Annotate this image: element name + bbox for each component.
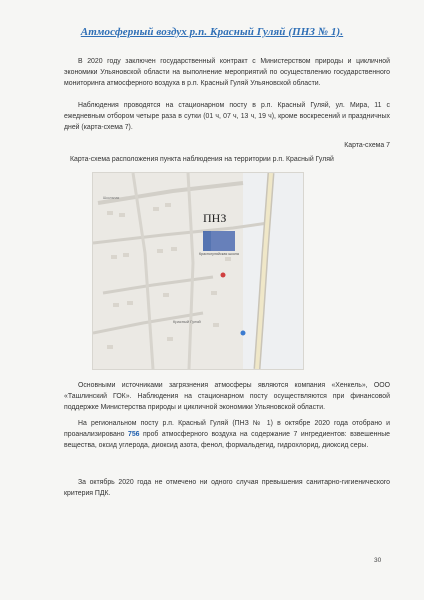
intro-paragraph-observations: Наблюдения проводятся на стационарном посту в р.п. Красный Гуляй, ул. Мира, 11 с ежедневным отбором четыре раза в сутки (01 ч, 07 ч, 13 ч, 19 ч), кроме воскресений и праздничных дней (карта-схема 7).: [64, 102, 390, 132]
post-marker-label: ПНЗ: [203, 211, 227, 225]
map-village-label: Красный Гуляй: [173, 319, 201, 324]
sampling-paragraph: [64, 418, 390, 452]
location-map: [92, 172, 304, 370]
sampling-text-start: На региональном посту р.п. Красный Гуляй (ПНЗ № 1) в октябре 2020 года отобрано и проанализировано: [64, 420, 390, 439]
sample-count: 756: [128, 431, 140, 439]
page-number: 30: [374, 557, 382, 564]
no-exceedance-paragraph: За октябрь 2020 года не отмечено ни одного случая превышения санитарно-гигиенического критерия ПДК.: [64, 479, 390, 498]
page-title: Атмосферный воздух р.п. Красный Гуляй (ПНЗ № 1).: [80, 26, 344, 38]
map-road-label: Школьная: [103, 196, 120, 200]
map-number-label: Карта-схема 7: [344, 142, 390, 149]
map-caption: Карта-схема расположения пункта наблюдения на территории р.п. Красный Гуляй: [70, 156, 334, 163]
map-drawing: [93, 173, 303, 369]
intro-paragraph-contract: В 2020 году заключен государственный контракт с Министерством природы и цикличной экономики Ульяновской области на выполнение мероприятий по осуществлению государственного мониторинга атмосферного воздуха в р.п. Красный Гуляй Ульяновской области.: [64, 58, 390, 88]
post-sublabel: Красногуляйская школа: [199, 252, 239, 256]
pollution-sources-paragraph: Основными источниками загрязнения атмосферы являются компания «Хенкель», ООО «Ташлинский ГОК». Наблюдения на стационарном посту осуществляются при финансовой поддержке Министерства природы и цикличной экономики Ульяновской области.: [64, 382, 390, 412]
sampling-text-end: проб атмосферного воздуха на содержание 7 ингредиентов: взвешенные вещества, оксид углерода, диоксид азота, фенол, формальдегид, гидрохлорид, диоксид серы.: [64, 431, 390, 450]
